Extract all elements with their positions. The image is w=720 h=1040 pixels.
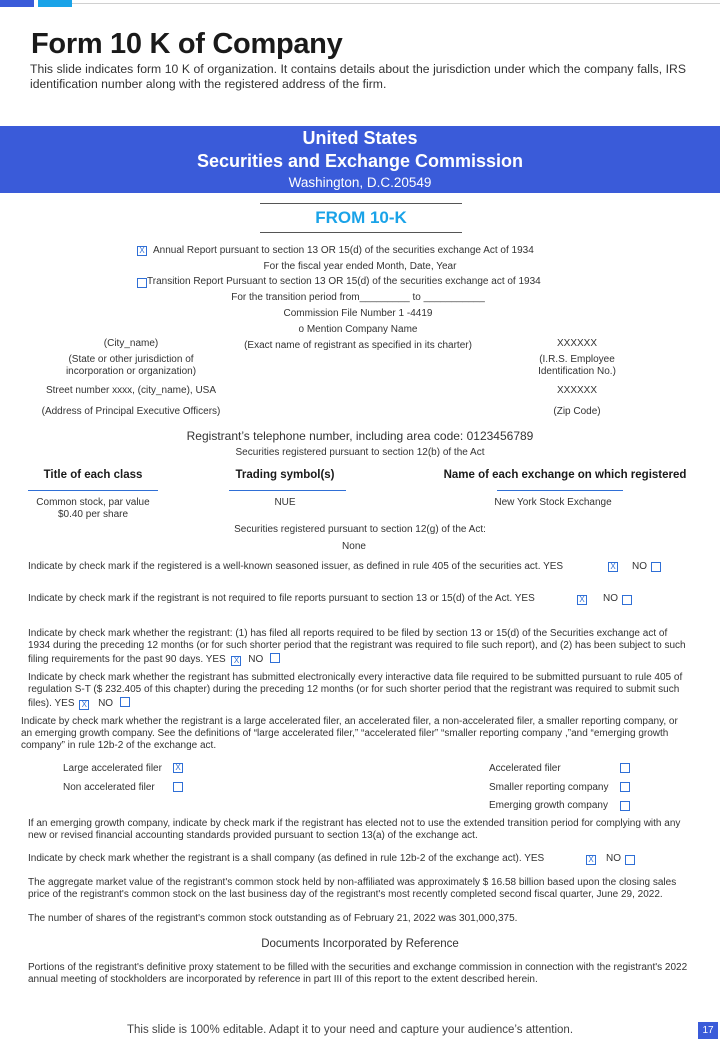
annual-report-text: Annual Report pursuant to section 13 OR 15(d) of the securities exchange Act of 1934: [153, 245, 534, 256]
sec12g-value: None: [342, 541, 366, 552]
header-exchange-name: Name of each exchange on which registered: [443, 469, 687, 481]
irs-label-2: Identification No.): [538, 366, 616, 377]
address-label: (Address of Principal Executive Officers): [41, 406, 221, 417]
trading-symbol-value: NUE: [274, 497, 296, 508]
q4-no-label: NO: [98, 698, 114, 709]
non-filer-checkbox[interactable]: [173, 782, 183, 792]
street-address: Street number xxxx, (city_name), USA: [45, 385, 217, 396]
fiscal-year-text: For the fiscal year ended Month, Date, Year: [263, 261, 457, 272]
accelerated-filer-label: Accelerated filer: [489, 763, 561, 774]
accent-segment-blue: [0, 0, 34, 7]
shares-outstanding: The number of shares of the registrant's common stock outstanding as of February 21, 2022 was 301,000,375.: [28, 913, 518, 924]
accent-segment-cyan: [38, 0, 72, 7]
documents-text: Portions of the registrant's definitive proxy statement to be filled with the securities and exchange commission in connection with the registrant's 2022 annual meeting of stockholders are incorporated by reference in part III of this report to the extent described herein.: [28, 962, 688, 985]
header-trading-symbol: Trading symbol(s): [235, 469, 335, 481]
transition-report-checkbox[interactable]: [137, 278, 147, 288]
emerging-company-checkbox[interactable]: [620, 801, 630, 811]
state-label-2: incorporation or organization): [65, 366, 197, 377]
q3-paragraph: [28, 628, 691, 666]
documents-heading: Documents Incorporated by Reference: [261, 938, 459, 950]
q7-yes-checkbox[interactable]: X: [586, 855, 596, 865]
state-label-1: (State or other jurisdiction of: [68, 354, 194, 365]
q3-no-checkbox[interactable]: [270, 653, 280, 663]
q3-yes-checkbox[interactable]: X: [231, 656, 241, 666]
emerging-company-label: Emerging growth company: [489, 800, 608, 811]
q2-yes-checkbox[interactable]: X: [577, 595, 587, 605]
q3-text: Indicate by check mark whether the registrant: (1) has filed all reports required to be filed by section 13 or 15(d) of the Securities exchange act of 1934 during the preceding 12 months (or for such shorter period that the registrant was required to file such report), and (2) has been subject to such filing requirements for the past 90 days. YES: [28, 628, 686, 665]
q4-paragraph: [28, 672, 691, 710]
q1-text: Indicate by check mark if the registered is a well-known seasoned issuer, as defined in rule 405 of the securities act. YES: [28, 561, 564, 572]
irs-value: XXXXXX: [556, 338, 598, 349]
page-title: Form 10 K of Company: [31, 28, 343, 60]
city-name: (City_name): [103, 338, 159, 349]
q1-yes-checkbox[interactable]: X: [608, 562, 618, 572]
transition-report-text: Transition Report Pursuant to section 13 OR 15(d) of the securities exchange act of 1934: [147, 276, 541, 287]
page-subtitle: This slide indicates form 10 K of organization. It contains details about the jurisdiction under which the company falls, IRS identification number along with the registered address of the firm.: [30, 62, 686, 91]
smaller-company-label: Smaller reporting company: [489, 782, 609, 793]
company-name-text: o Mention Company Name: [298, 324, 418, 335]
q2-text: Indicate by check mark if the registrant is not required to file reports pursuant to section 13 or 15(d) of the Act. YES: [28, 593, 535, 604]
large-filer-label: Large accelerated filer: [63, 763, 162, 774]
q4-no-checkbox[interactable]: [120, 697, 130, 707]
q5-paragraph: Indicate by check mark whether the registrant is a large accelerated filer, an accelerated filer, a non-accelerated filer, a smaller reporting company, or an emerging growth company. See the definitions of “large accelerated filer,” “accelerated filer” “smaller reporting company ,”and “emerging growth company” in rule 12b-2 of the exchange act.: [21, 716, 678, 751]
commission-file-text: Commission File Number 1 -4419: [283, 308, 433, 319]
q1-no-checkbox[interactable]: [651, 562, 661, 572]
q7-no-checkbox[interactable]: [625, 855, 635, 865]
sec12b-text: Securities registered pursuant to section 12(b) of the Act: [235, 447, 485, 458]
q6-paragraph: If an emerging growth company, indicate by check mark if the registrant has elected not to use the extended transition period for complying with any new or revised financial accounting standards provided pursuant to section 13(a) of the exchange act.: [28, 818, 681, 841]
header-title-of-class: Title of each class: [43, 469, 143, 481]
annual-report-checkbox[interactable]: X: [137, 246, 147, 256]
exact-name-text: (Exact name of registrant as specified in its charter): [244, 340, 472, 351]
q1-no-label: NO: [632, 561, 647, 572]
q4-yes-checkbox[interactable]: X: [79, 700, 89, 710]
class-line-1: Common stock, par value: [36, 497, 150, 508]
q4-text: Indicate by check mark whether the registrant has submitted electronically every interactive data file required to be submitted pursuant to rule 405 of regulation S-T ($ 232.405 of this chapter) during the preceding 12 months (or for such shorter period that the registrant was required to submit such files). YES: [28, 672, 683, 709]
sec-banner: [0, 126, 720, 193]
page-number: 17: [698, 1022, 718, 1039]
zip-value: XXXXXX: [556, 385, 598, 396]
q7-no-label: NO: [606, 853, 621, 864]
header-underline: [497, 490, 623, 491]
irs-label-1: (I.R.S. Employee: [539, 354, 615, 365]
accelerated-filer-checkbox[interactable]: [620, 763, 630, 773]
sec12g-text: Securities registered pursuant to section 12(g) of the Act:: [234, 524, 486, 535]
large-filer-checkbox[interactable]: X: [173, 763, 183, 773]
banner-line-3: Washington, D.C.20549: [288, 175, 432, 190]
footer-text: This slide is 100% editable. Adapt it to your need and capture your audience’s attention.: [126, 1024, 574, 1036]
smaller-company-checkbox[interactable]: [620, 782, 630, 792]
zip-label: (Zip Code): [553, 406, 601, 417]
header-underline: [229, 490, 346, 491]
q7-text: Indicate by check mark whether the registrant is a shall company (as defined in rule 12b-2 of the exchange act). YES: [28, 853, 545, 864]
top-accent-bar: [0, 0, 720, 8]
q2-no-label: NO: [603, 593, 618, 604]
q2-no-checkbox[interactable]: [622, 595, 632, 605]
q3-no-label: NO: [248, 654, 264, 665]
non-filer-label: Non accelerated filer: [63, 782, 155, 793]
banner-line-1: United States: [302, 128, 418, 148]
aggregate-market-value: The aggregate market value of the registrant's common stock held by non-affiliated was approximately $ 16.58 billion based upon the closing sales price of the registrant's common stock on the last business day of the registrant's most recently completed second fiscal quarter, June 29, 2022.: [28, 877, 677, 900]
accent-divider: [72, 3, 720, 4]
banner-line-2: Securities and Exchange Commission: [196, 151, 524, 171]
transition-period-text: For the transition period from_________ to ___________: [231, 292, 485, 303]
telephone-text: Registrant’s telephone number, including area code: 0123456789: [186, 429, 534, 443]
form-title: FROM 10-K: [260, 203, 462, 233]
header-underline: [28, 490, 158, 491]
class-line-2: $0.40 per share: [57, 509, 129, 520]
exchange-value: New York Stock Exchange: [494, 497, 612, 508]
